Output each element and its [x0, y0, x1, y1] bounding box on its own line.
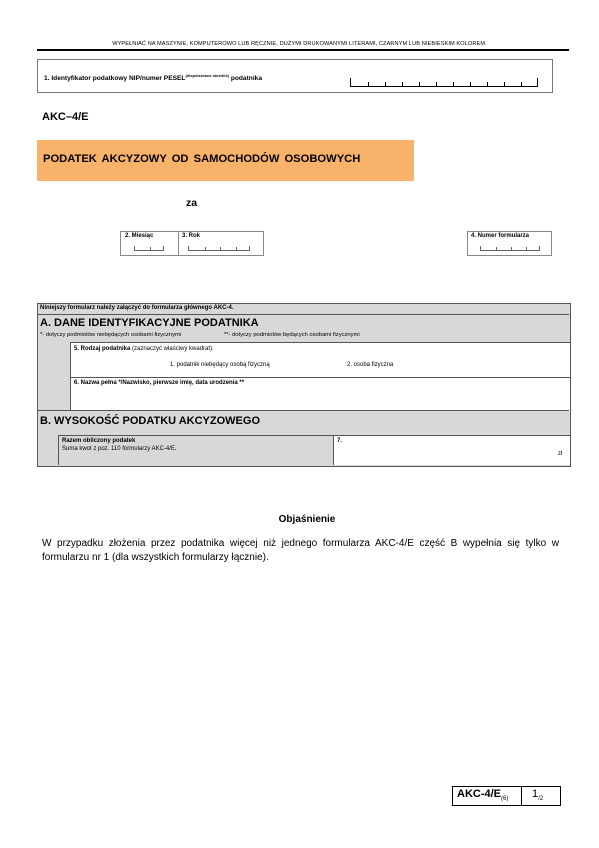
month-label: 2. Miesiąc	[125, 233, 154, 239]
attach-note: Niniejszy formularz należy załączyć do formularza głównego AKC-4.	[40, 305, 234, 311]
input-cell-divider	[150, 247, 151, 250]
input-cell-divider	[511, 247, 512, 250]
field5-label: 5. Rodzaj podatnika (zaznaczyć właściwy kwadrat):	[74, 346, 214, 352]
input-cell-divider	[205, 247, 206, 250]
section-a-title: A. DANE IDENTYFIKACYJNE PODATNIKA	[40, 317, 259, 329]
currency-unit: zł	[558, 451, 563, 457]
nip-cell-divider	[487, 82, 488, 86]
field7-label: 7.	[337, 438, 343, 444]
input-cell-divider	[496, 247, 497, 250]
nip-cell-divider	[470, 82, 471, 86]
period-za: za	[186, 197, 198, 209]
footer-form-code: AKC-$4/E_{(6)}$	[457, 788, 509, 803]
field7-input[interactable]	[333, 435, 570, 465]
input-cell-divider	[220, 247, 221, 250]
form-number-input[interactable]	[480, 246, 540, 251]
nip-input[interactable]	[350, 78, 538, 87]
nip-cell-divider	[521, 82, 522, 86]
form-title: PODATEK AKCYZOWY OD SAMOCHODÓW OSOBOWYCH	[43, 153, 361, 165]
year-label: 3. Rok	[182, 233, 201, 239]
nip-cell-divider	[436, 82, 437, 86]
instruction-text: WYPEŁNIAĆ NA MASZYNIE, KOMPUTEROWO LUB RĘCZNIE, DUŻYMI DRUKOWANYMI LITERAMI, CZARNYM LUB NIEBIESKIM KOLOREM.	[112, 41, 487, 47]
input-cell-divider	[236, 247, 237, 250]
month-input[interactable]	[134, 246, 164, 251]
period-divider	[178, 231, 179, 255]
nip-cell-divider	[419, 82, 420, 86]
header-divider	[37, 49, 569, 51]
taxpayer-type-option-legal[interactable]: 1. podatnik niebędący osobą fizyczną	[170, 362, 270, 368]
nip-cell-divider	[504, 82, 505, 86]
field6-label: 6. Nazwa pełna */Nazwisko, pierwsze imię, data urodzenia **	[74, 380, 245, 386]
section-b-title: B. WYSOKOŚĆ PODATKU AKCYZOWEGO	[40, 415, 260, 427]
explanation-title: Objaśnienie	[278, 514, 336, 525]
tax-total-label: Razem obliczony podatek	[62, 438, 136, 444]
footer-divider	[521, 786, 522, 805]
nip-cell-divider	[385, 82, 386, 86]
form-code: AKC–4/E	[42, 111, 89, 123]
explanation-body: W przypadku złożenia przez podatnika więcej niż jednego formularza AKC-4/E część B wypełnia się tylko w formularzu nr 1 (dla wszystkich formularzy łącznie).	[42, 538, 559, 563]
footer-page-number: $1_{/2}$	[532, 788, 544, 803]
section-a-note-legal: *- dotyczy podmiotów niebędących osobami fizycznymi	[40, 332, 182, 338]
nip-cell-divider	[402, 82, 403, 86]
year-input[interactable]	[188, 246, 250, 251]
tax-total-description: Suma kwot z poz. 110 formularzy AKC-4/E.	[62, 446, 177, 452]
input-cell-divider	[526, 247, 527, 250]
nip-field-label-note: (niepotrzebne skreślić)	[185, 73, 230, 78]
taxpayer-type-option-person[interactable]: 2. osoba fizyczna	[347, 362, 394, 368]
nip-cell-divider	[368, 82, 369, 86]
section-a-note-person: **- dotyczy podmiotów będących osobami fizycznymi	[224, 332, 360, 338]
form-number-label: 4. Numer formularza	[471, 233, 530, 239]
nip-cell-divider	[453, 82, 454, 86]
nip-field-label: 1. Identyfikator podatkowy NIP/numer $PESEL^{(niepotrzebne skreślić)}$ podatnika	[44, 73, 262, 83]
